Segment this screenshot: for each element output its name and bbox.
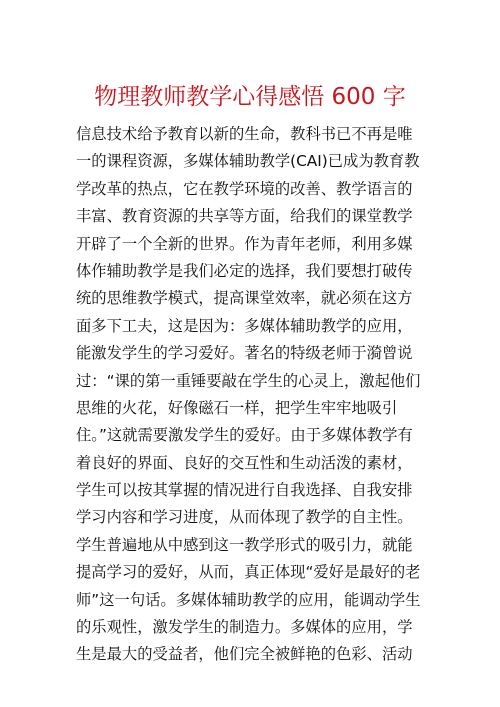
- text-line: 学生普遍地从中感到这一教学形式的吸引力，就能: [76, 535, 413, 554]
- text-line: 师”这一句话。多媒体辅助教学的应用，能调动学生: [76, 590, 421, 609]
- text-line: 提高学习的爱好，从而，真正体现“爱好是最好的老: [76, 563, 421, 582]
- text-line: 的乐观性，激发学生的制造力。多媒体的应用，学: [76, 618, 413, 637]
- text-line: 统的思维教学模式，提高课堂效率，就必须在这方: [76, 289, 413, 308]
- body-text: [76, 121, 426, 669]
- text-line: 着良好的界面、良好的交互性和生动活泼的素材，: [76, 453, 413, 472]
- text-line: 能激发学生的学习爱好。著名的特级老师于漪曾说: [76, 344, 413, 363]
- text-line: 思维的火花，好像磁石一样，把学生牢牢地吸引: [76, 398, 398, 417]
- text-line: 体作辅助教学是我们必定的选择，我们要想打破传: [76, 261, 413, 280]
- text-line: 丰富、教育资源的共享等方面，给我们的课堂教学: [76, 207, 413, 226]
- text-line: 一的课程资源，多媒体辅助教学(CAI)已成为教育教: [76, 152, 420, 171]
- text-line: 住。”这就需要激发学生的爱好。由于多媒体教学有: [76, 426, 413, 445]
- text-line: 过：“课的第一重锤要敲在学生的心灵上，激起他们: [76, 371, 421, 390]
- text-line: 面多下工夫，这是因为：多媒体辅助教学的应用，: [76, 316, 413, 335]
- text-line: 生是最大的受益者，他们完全被鲜艳的色彩、活动: [76, 645, 413, 664]
- text-line: 开辟了一个全新的世界。作为青年老师，利用多媒: [76, 234, 413, 253]
- page-title: 物理教师教学心得感悟 600 字: [94, 84, 406, 110]
- text-line: 学改革的热点，它在教学环境的改善、教学语言的: [76, 179, 413, 198]
- text-line: 学生可以按其掌握的情况进行自我选择、自我安排: [76, 481, 413, 500]
- text-line: 信息技术给予教育以新的生命，教科书已不再是唯: [76, 125, 413, 143]
- text-line: 学习内容和学习进度，从而体现了教学的自主性。: [76, 508, 413, 527]
